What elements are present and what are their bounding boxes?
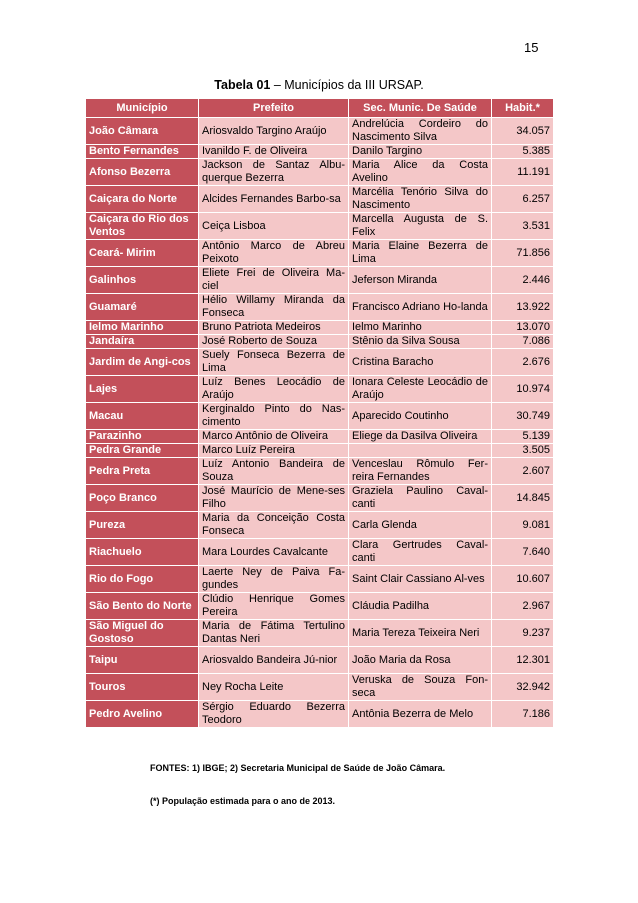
cell-secretario: João Maria da Rosa — [349, 647, 492, 674]
cell-habitantes: 2.967 — [492, 593, 554, 620]
cell-habitantes: 10.974 — [492, 376, 554, 403]
cell-municipio: Taipu — [86, 647, 199, 674]
cell-prefeito: Maria de Fátima Tertulino Dantas Neri — [199, 620, 349, 647]
cell-habitantes: 7.086 — [492, 335, 554, 349]
table-row — [86, 620, 554, 647]
table-row — [86, 444, 554, 458]
table-body — [86, 118, 554, 728]
table-row — [86, 647, 554, 674]
cell-prefeito: Suely Fonseca Bezerra de Lima — [199, 349, 349, 376]
cell-municipio: Ielmo Marinho — [86, 321, 199, 335]
table-row — [86, 430, 554, 444]
cell-habitantes: 5.385 — [492, 145, 554, 159]
cell-municipio: São Bento do Norte — [86, 593, 199, 620]
cell-municipio: Ceará- Mirim — [86, 240, 199, 267]
cell-habitantes: 2.446 — [492, 267, 554, 294]
cell-secretario: Danilo Targino — [349, 145, 492, 159]
table-caption — [0, 78, 638, 92]
cell-municipio: Jandaíra — [86, 335, 199, 349]
cell-municipio: Rio do Fogo — [86, 566, 199, 593]
cell-prefeito: Alcides Fernandes Barbo-sa — [199, 186, 349, 213]
cell-prefeito: Marco Antônio de Oliveira — [199, 430, 349, 444]
cell-prefeito: Ariosvaldo Targino Araújo — [199, 118, 349, 145]
cell-secretario: Carla Glenda — [349, 512, 492, 539]
cell-secretario: Marcella Augusta de S. Felix — [349, 213, 492, 240]
cell-prefeito: Ariosvaldo Bandeira Jú-nior — [199, 647, 349, 674]
cell-habitantes: 9.081 — [492, 512, 554, 539]
cell-municipio: Lajes — [86, 376, 199, 403]
table-row — [86, 213, 554, 240]
cell-habitantes: 71.856 — [492, 240, 554, 267]
table-row — [86, 294, 554, 321]
cell-habitantes: 3.505 — [492, 444, 554, 458]
header-municipio: Município — [86, 99, 199, 118]
cell-municipio: Poço Branco — [86, 485, 199, 512]
cell-prefeito: Hélio Willamy Miranda da Fonseca — [199, 294, 349, 321]
table-caption-label: Tabela 01 — [214, 78, 271, 92]
estimate-footnote: (*) População estimada para o ano de 2013. — [150, 796, 336, 806]
table-row — [86, 159, 554, 186]
cell-prefeito: Mara Lourdes Cavalcante — [199, 539, 349, 566]
cell-prefeito: Sérgio Eduardo Bezerra Teodoro — [199, 701, 349, 728]
table-row — [86, 321, 554, 335]
table-row — [86, 349, 554, 376]
cell-habitantes: 2.676 — [492, 349, 554, 376]
cell-habitantes: 5.139 — [492, 430, 554, 444]
cell-secretario: Cristina Baracho — [349, 349, 492, 376]
cell-municipio: Macau — [86, 403, 199, 430]
cell-prefeito: Ivanildo F. de Oliveira — [199, 145, 349, 159]
cell-municipio: Jardim de Angi-cos — [86, 349, 199, 376]
cell-municipio: Pureza — [86, 512, 199, 539]
cell-secretario: Cláudia Padilha — [349, 593, 492, 620]
cell-habitantes: 10.607 — [492, 566, 554, 593]
page-number: 15 — [524, 40, 539, 55]
cell-prefeito: Ney Rocha Leite — [199, 674, 349, 701]
municipalities-table — [85, 98, 554, 728]
cell-municipio: Galinhos — [86, 267, 199, 294]
cell-prefeito: Clúdio Henrique Gomes Pereira — [199, 593, 349, 620]
table-row — [86, 118, 554, 145]
cell-secretario: Ielmo Marinho — [349, 321, 492, 335]
table-row — [86, 240, 554, 267]
cell-municipio: Guamaré — [86, 294, 199, 321]
cell-prefeito: Marco Luíz Pereira — [199, 444, 349, 458]
cell-municipio: Pedra Preta — [86, 458, 199, 485]
cell-secretario: Eliege da Dasilva Oliveira — [349, 430, 492, 444]
cell-municipio: Pedro Avelino — [86, 701, 199, 728]
cell-prefeito: Luíz Benes Leocádio de Araújo — [199, 376, 349, 403]
cell-habitantes: 3.531 — [492, 213, 554, 240]
cell-habitantes: 32.942 — [492, 674, 554, 701]
table-row — [86, 485, 554, 512]
table-row — [86, 267, 554, 294]
cell-secretario: Maria Elaine Bezerra de Lima — [349, 240, 492, 267]
cell-habitantes: 7.186 — [492, 701, 554, 728]
cell-prefeito: Jackson de Santaz Albu-querque Bezerra — [199, 159, 349, 186]
cell-habitantes: 12.301 — [492, 647, 554, 674]
cell-municipio: Bento Fernandes — [86, 145, 199, 159]
cell-municipio: Caiçara do Norte — [86, 186, 199, 213]
cell-habitantes: 11.191 — [492, 159, 554, 186]
cell-habitantes: 6.257 — [492, 186, 554, 213]
cell-municipio: Caiçara do Rio dos Ventos — [86, 213, 199, 240]
table-header-row — [86, 99, 554, 118]
cell-municipio: Afonso Bezerra — [86, 159, 199, 186]
cell-secretario: Aparecido Coutinho — [349, 403, 492, 430]
cell-secretario: Jeferson Miranda — [349, 267, 492, 294]
cell-habitantes: 7.640 — [492, 539, 554, 566]
cell-secretario: Francisco Adriano Ho-landa — [349, 294, 492, 321]
cell-secretario: Saint Clair Cassiano Al-ves — [349, 566, 492, 593]
cell-prefeito: Maria da Conceição Costa Fonseca — [199, 512, 349, 539]
cell-secretario: Clara Gertrudes Caval-canti — [349, 539, 492, 566]
cell-secretario: Ionara Celeste Leocádio de Araújo — [349, 376, 492, 403]
cell-prefeito: Laerte Ney de Paiva Fa-gundes — [199, 566, 349, 593]
cell-habitantes: 30.749 — [492, 403, 554, 430]
table-row — [86, 593, 554, 620]
table-row — [86, 186, 554, 213]
table-row — [86, 145, 554, 159]
sources-footnote: FONTES: 1) IBGE; 2) Secretaria Municipal de Saúde de João Câmara. — [150, 763, 446, 773]
cell-secretario: Stênio da Silva Sousa — [349, 335, 492, 349]
cell-secretario: Maria Alice da Costa Avelino — [349, 159, 492, 186]
cell-habitantes: 9.237 — [492, 620, 554, 647]
cell-secretario: Veruska de Souza Fon-seca — [349, 674, 492, 701]
cell-secretario: Maria Tereza Teixeira Neri — [349, 620, 492, 647]
header-prefeito: Prefeito — [199, 99, 349, 118]
header-secretario: Sec. Munic. De Saúde — [349, 99, 492, 118]
cell-municipio: Touros — [86, 674, 199, 701]
cell-habitantes: 2.607 — [492, 458, 554, 485]
table-row — [86, 512, 554, 539]
cell-municipio: Pedra Grande — [86, 444, 199, 458]
cell-secretario — [349, 444, 492, 458]
cell-prefeito: Ceiça Lisboa — [199, 213, 349, 240]
table-row — [86, 539, 554, 566]
header-habitantes: Habit.* — [492, 99, 554, 118]
cell-secretario: Antônia Bezerra de Melo — [349, 701, 492, 728]
table-row — [86, 458, 554, 485]
table-row — [86, 566, 554, 593]
cell-habitantes: 13.922 — [492, 294, 554, 321]
cell-municipio: São Miguel do Gostoso — [86, 620, 199, 647]
cell-prefeito: José Roberto de Souza — [199, 335, 349, 349]
cell-secretario: Graziela Paulino Caval-canti — [349, 485, 492, 512]
cell-habitantes: 14.845 — [492, 485, 554, 512]
cell-prefeito: Kerginaldo Pinto do Nas-cimento — [199, 403, 349, 430]
cell-prefeito: Eliete Frei de Oliveira Ma-ciel — [199, 267, 349, 294]
cell-habitantes: 34.057 — [492, 118, 554, 145]
table-row — [86, 376, 554, 403]
cell-prefeito: Bruno Patriota Medeiros — [199, 321, 349, 335]
table-row — [86, 403, 554, 430]
cell-prefeito: Luíz Antonio Bandeira de Souza — [199, 458, 349, 485]
table-row — [86, 701, 554, 728]
cell-secretario: Andrelúcia Cordeiro do Nascimento Silva — [349, 118, 492, 145]
cell-municipio: João Câmara — [86, 118, 199, 145]
table-caption-text: – Municípios da III URSAP. — [270, 78, 424, 92]
table-row — [86, 335, 554, 349]
cell-municipio: Parazinho — [86, 430, 199, 444]
table-row — [86, 674, 554, 701]
cell-secretario: Venceslau Rômulo Fer-reira Fernandes — [349, 458, 492, 485]
cell-prefeito: José Maurício de Mene-ses Filho — [199, 485, 349, 512]
cell-municipio: Riachuelo — [86, 539, 199, 566]
cell-habitantes: 13.070 — [492, 321, 554, 335]
cell-prefeito: Antônio Marco de Abreu Peixoto — [199, 240, 349, 267]
cell-secretario: Marcélia Tenório Silva do Nascimento — [349, 186, 492, 213]
